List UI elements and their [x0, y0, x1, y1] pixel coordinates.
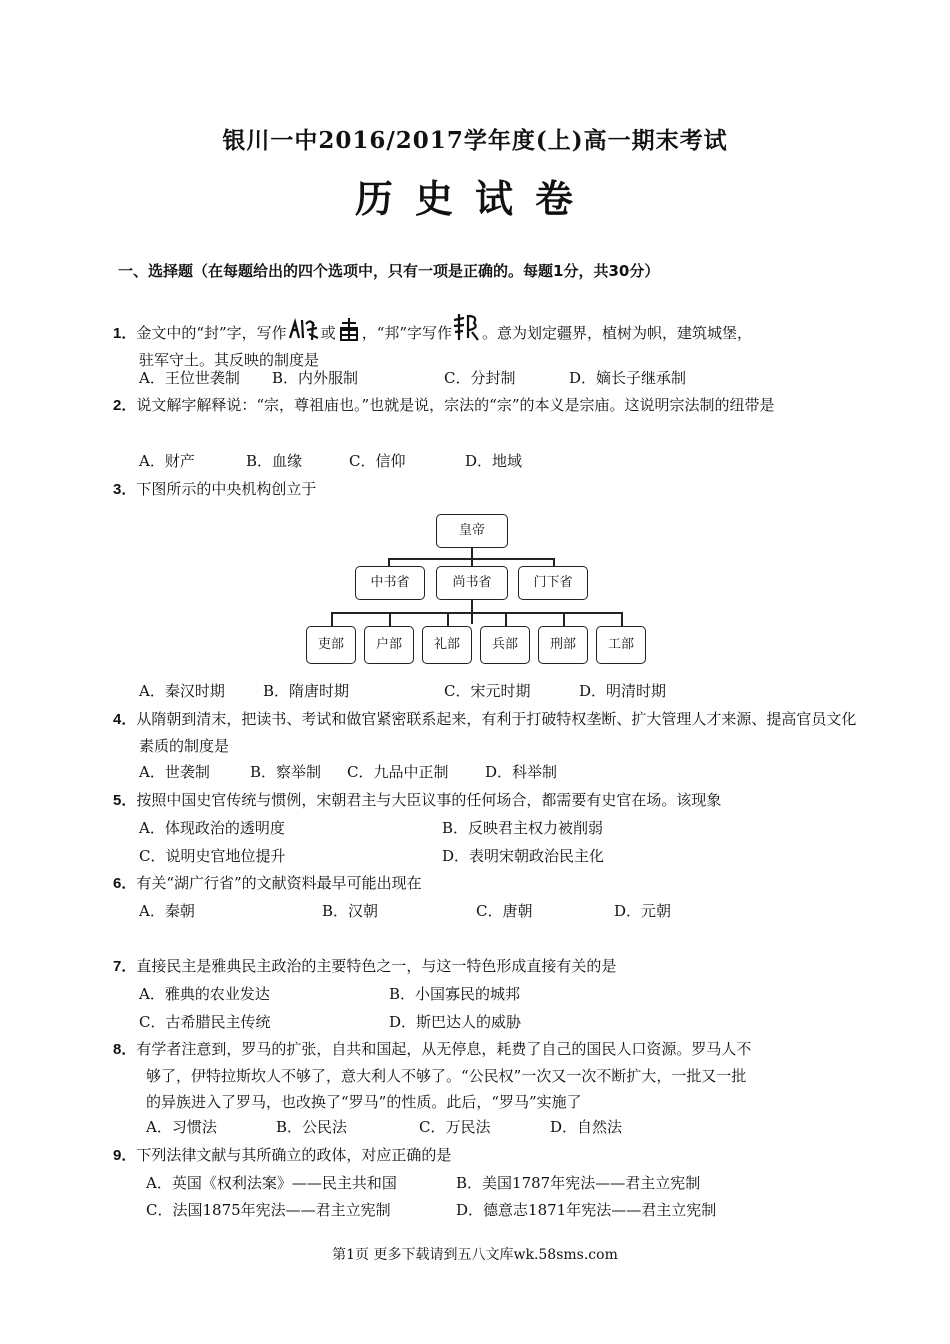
org-box-libu-personnel: 吏部: [306, 626, 356, 664]
question-text: 驻军守土。其反映的制度是: [139, 351, 320, 369]
connector: [447, 612, 449, 626]
question-1: [113, 312, 853, 373]
option-b[interactable]: B．小国寡民的城邦: [389, 985, 521, 1003]
question-text: 直接民主是雅典民主政治的主要特色之一，与这一特色形成直接有关的是: [136, 957, 617, 975]
option-a[interactable]: A．财产: [139, 452, 195, 470]
bronze-script-feng-glyph-2-icon: [336, 316, 362, 342]
question-number: 1．: [113, 325, 137, 342]
connector: [388, 558, 554, 560]
question-text: 或: [320, 324, 336, 342]
option-d[interactable]: D．自然法: [550, 1118, 623, 1136]
org-box-bingbu: 兵部: [480, 626, 530, 664]
question-text: ，“邦”字写作: [361, 324, 453, 342]
option-b[interactable]: B．察举制: [250, 763, 322, 781]
question-text: 有学者注意到，罗马的扩张，自共和国起，从无停息，耗费了自己的国民人口资源。罗马人不: [136, 1040, 752, 1058]
question-2: [113, 392, 869, 419]
option-d[interactable]: D．明清时期: [579, 682, 667, 700]
connector: [471, 546, 473, 566]
option-a[interactable]: A．秦朝: [139, 902, 195, 920]
option-c[interactable]: C．信仰: [349, 452, 406, 470]
question-number: 2．: [113, 397, 137, 414]
question-text: 。意为划定疆界，植树为帜，建筑城堡，: [482, 324, 753, 342]
option-d[interactable]: D．德意志1871年宪法——君主立宪制: [456, 1201, 717, 1219]
org-box-zhongshu: 中书省: [355, 566, 425, 600]
exam-subtitle: 历史试卷: [354, 177, 595, 221]
option-d[interactable]: D．表明宋朝政治民主化: [442, 847, 605, 865]
question-number: 6．: [113, 875, 137, 892]
section-heading: 一、选择题（在每题给出的四个选项中，只有一项是正确的。每题1分，共30分）: [118, 262, 660, 280]
option-c[interactable]: C．唐朝: [476, 902, 533, 920]
question-number: 9．: [113, 1147, 137, 1164]
option-a[interactable]: A．王位世袭制: [139, 369, 240, 387]
question-7: [113, 953, 853, 980]
org-box-xingbu: 刑部: [538, 626, 588, 664]
option-c[interactable]: C．说明史官地位提升: [139, 847, 286, 865]
org-box-libu-rites: 礼部: [422, 626, 472, 664]
option-c[interactable]: C．分封制: [444, 369, 516, 387]
option-d[interactable]: D．嫡长子继承制: [569, 369, 687, 387]
org-box-menxia: 门下省: [518, 566, 588, 600]
question-number: 4．: [113, 711, 137, 728]
option-d[interactable]: D．地域: [465, 452, 523, 470]
option-b[interactable]: B．公民法: [276, 1118, 348, 1136]
question-9: [113, 1142, 853, 1169]
connector: [331, 612, 622, 614]
question-number: 8．: [113, 1041, 137, 1058]
option-c[interactable]: C．宋元时期: [444, 682, 531, 700]
option-c[interactable]: C．法国1875年宪法——君主立宪制: [146, 1201, 391, 1219]
question-text: 按照中国史官传统与惯例，宋朝君主与大臣议事的任何场合，都需要有史官在场。该现象: [136, 791, 722, 809]
org-box-hubu: 户部: [364, 626, 414, 664]
question-4: [113, 706, 869, 759]
option-a[interactable]: A．习惯法: [146, 1118, 217, 1136]
question-text: 下列法律文献与其所确立的政体，对应正确的是: [136, 1146, 452, 1164]
option-d[interactable]: D．元朝: [614, 902, 672, 920]
org-box-emperor: 皇帝: [436, 514, 508, 548]
question-number: 5．: [113, 792, 137, 809]
option-c[interactable]: C．万民法: [419, 1118, 491, 1136]
connector: [471, 598, 473, 624]
question-text: 说文解字解释说：“宗，尊祖庙也。”也就是说，宗法的“宗”的本义是宗庙。这说明宗法制的纽带是: [136, 396, 775, 414]
option-c[interactable]: C．九品中正制: [347, 763, 449, 781]
connector: [389, 612, 391, 626]
connector: [621, 612, 623, 626]
question-8: [113, 1036, 853, 1115]
question-text: 够了，伊特拉斯坎人不够了，意大利人不够了。“公民权”一次又一次不断扩大，一批又一批: [146, 1067, 747, 1085]
connector: [331, 612, 333, 626]
option-d[interactable]: D．科举制: [485, 763, 558, 781]
org-box-shangshu: 尚书省: [436, 566, 508, 600]
option-a[interactable]: A．雅典的农业发达: [139, 985, 270, 1003]
option-b[interactable]: B．反映君主权力被削弱: [442, 819, 604, 837]
connector: [563, 612, 565, 626]
option-b[interactable]: B．汉朝: [322, 902, 379, 920]
option-c[interactable]: C．古希腊民主传统: [139, 1013, 271, 1031]
option-b[interactable]: B．血缘: [246, 452, 303, 470]
question-text: 从隋朝到清末，把读书、考试和做官紧密联系起来，有利于打破特权垄断、扩大管理人才来源、提高官员文化素质的制度是: [136, 710, 857, 755]
option-a[interactable]: A．秦汉时期: [139, 682, 225, 700]
question-text: 的异族进入了罗马，也改换了“罗马”的性质。此后，“罗马”实施了: [146, 1093, 582, 1111]
option-a[interactable]: A．英国《权利法案》——民主共和国: [146, 1174, 397, 1192]
page-footer: 第1页 更多下载请到五八文库wk.58sms.com: [332, 1247, 618, 1263]
option-a[interactable]: A．世袭制: [139, 763, 210, 781]
question-number: 3．: [113, 481, 137, 498]
bronze-script-bang-glyph-icon: [452, 312, 482, 342]
exam-title: 银川一中2016/2017学年度(上)高一期末考试: [222, 127, 728, 154]
question-5: [113, 787, 853, 814]
question-number: 7．: [113, 958, 137, 975]
option-b[interactable]: B．隋唐时期: [263, 682, 350, 700]
option-b[interactable]: B．内外服制: [272, 369, 359, 387]
bronze-script-feng-glyph-1-icon: [287, 316, 321, 342]
question-text: 金文中的“封”字，写作: [136, 324, 287, 342]
option-b[interactable]: B．美国1787年宪法——君主立宪制: [456, 1174, 701, 1192]
question-3: [113, 476, 853, 503]
question-text: 有关“湖广行省”的文献资料最早可能出现在: [136, 874, 422, 892]
option-a[interactable]: A．体现政治的透明度: [139, 819, 285, 837]
question-text: 下图所示的中央机构创立于: [136, 480, 317, 498]
org-box-gongbu: 工部: [596, 626, 646, 664]
question-6: [113, 870, 853, 897]
option-d[interactable]: D．斯巴达人的威胁: [389, 1013, 522, 1031]
connector: [505, 612, 507, 626]
